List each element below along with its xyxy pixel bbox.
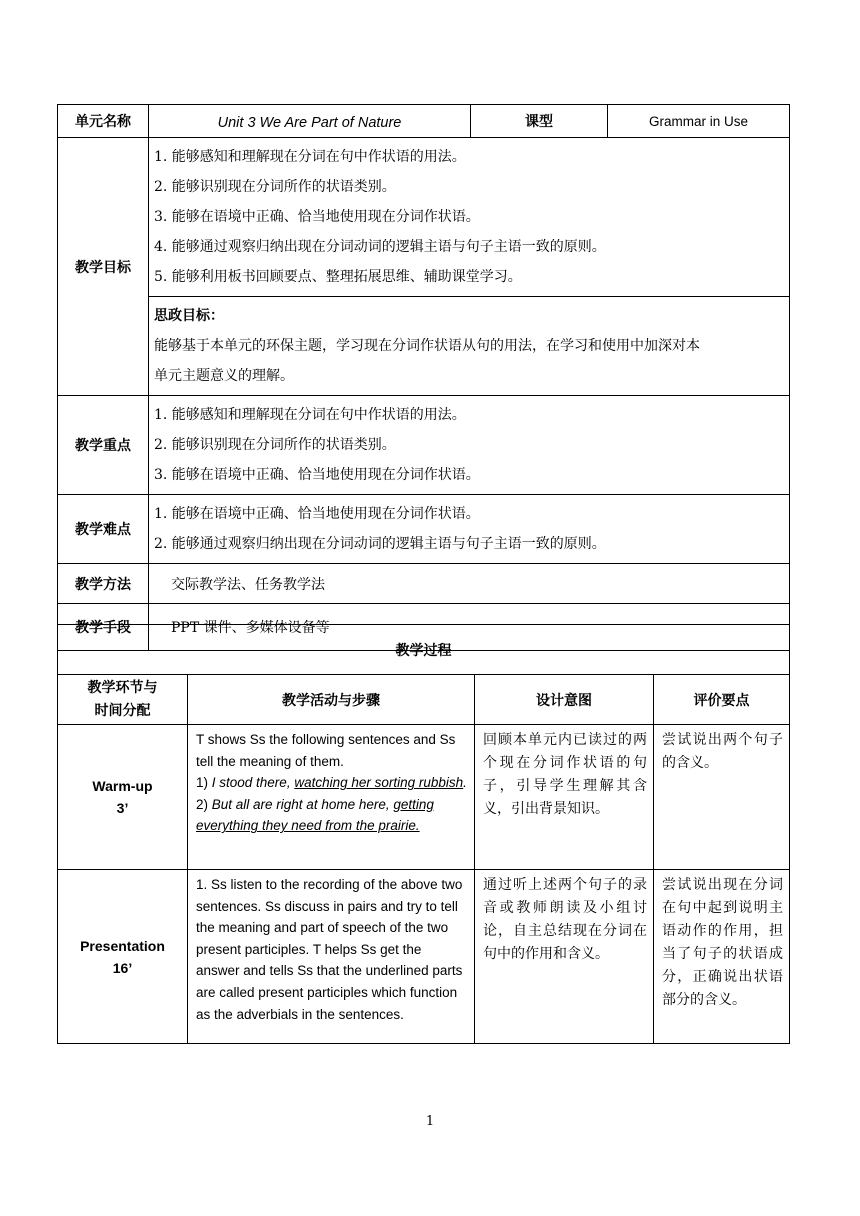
objective-item: 5. 能够利用板书回顾要点、整理拓展思维、辅助课堂学习。 xyxy=(154,269,522,285)
key-points-label: 教学重点 xyxy=(58,396,149,495)
intent-header: 设计意图 xyxy=(475,675,654,725)
presentation-evaluation: 尝试说出现在分词在句中起到说明主语动作的作用，担当了句子的状语成分，正确说出状语部分的含义。 xyxy=(654,870,790,1044)
methods-value: 交际教学法、任务教学法 xyxy=(149,564,790,604)
lesson-type: Grammar in Use xyxy=(608,105,790,138)
unit-name: Unit 3 We Are Part of Nature xyxy=(149,105,471,138)
difficulty-item: 1. 能够在语境中正确、恰当地使用现在分词作状语。 xyxy=(154,506,480,522)
objectives-list xyxy=(149,138,790,297)
warmup-stage: Warm-up 3’ xyxy=(58,725,188,870)
key-point-item: 2. 能够识别现在分词所作的状语类别。 xyxy=(154,437,396,453)
objectives-label: 教学目标 xyxy=(58,138,149,396)
ideology-text: 能够基于本单元的环保主题，学习现在分词作状语从句的用法，在学习和使用中加深对本 xyxy=(154,338,700,354)
lesson-type-label: 课型 xyxy=(471,105,608,138)
means-label: 教学手段 xyxy=(58,604,149,651)
presentation-intent: 通过听上述两个句子的录音或教师朗读及小组讨论，自主总结现在分词在句中的作用和含义。 xyxy=(475,870,654,1044)
objective-item: 3. 能够在语境中正确、恰当地使用现在分词作状语。 xyxy=(154,209,480,225)
process-title: 教学过程 xyxy=(58,625,790,675)
objective-item: 4. 能够通过观察归纳出现在分词动词的逻辑主语与句子主语一致的原则。 xyxy=(154,239,606,255)
objective-item: 2. 能够识别现在分词所作的状语类别。 xyxy=(154,179,396,195)
key-point-item: 3. 能够在语境中正确、恰当地使用现在分词作状语。 xyxy=(154,467,480,483)
key-points-list xyxy=(149,396,790,495)
ideology-objective xyxy=(149,297,790,396)
warmup-sentence-1: 1) I stood there, watching her sorting rubbish. xyxy=(196,775,467,791)
evaluation-header: 评价要点 xyxy=(654,675,790,725)
objective-item: 1. 能够感知和理解现在分词在句中作状语的用法。 xyxy=(154,149,466,165)
ideology-text: 单元主题意义的理解。 xyxy=(154,368,294,384)
key-point-item: 1. 能够感知和理解现在分词在句中作状语的用法。 xyxy=(154,407,466,423)
unit-label: 单元名称 xyxy=(58,105,149,138)
difficulties-list xyxy=(149,495,790,564)
warmup-intent: 回顾本单元内已读过的两个现在分词作状语的句子，引导学生理解其含义，引出背景知识。 xyxy=(475,725,654,870)
ideology-title: 思政目标： xyxy=(154,308,224,324)
warmup-activity: T shows Ss the following sentences and Ss tell the meaning of them. 1) I stood there, watching her sorting rubbish. 2) But all are right at home here, getting everything they need from the prairie. xyxy=(188,725,475,870)
difficulty-item: 2. 能够通过观察归纳出现在分词动词的逻辑主语与句子主语一致的原则。 xyxy=(154,536,606,552)
warmup-evaluation: 尝试说出两个句子的含义。 xyxy=(654,725,790,870)
page-number: 1 xyxy=(425,1114,435,1129)
presentation-stage: Presentation 16’ xyxy=(58,870,188,1044)
warmup-sentence-2: 2) But all are right at home here, getting everything they need from the prairie. xyxy=(196,796,434,834)
means-value: PPT 课件、多媒体设备等 xyxy=(149,604,790,651)
presentation-activity: 1. Ss listen to the recording of the above two sentences. Ss discuss in pairs and try to tell the meaning and part of speech of the two present participles. T helps Ss get the answer and tells Ss that the underlined parts are called present participles which function as the adverbials in the sentences. xyxy=(188,870,475,1044)
difficulties-label: 教学难点 xyxy=(58,495,149,564)
teaching-process-table xyxy=(57,624,790,1044)
lesson-info-table xyxy=(57,104,790,651)
stage-header: 教学环节与 时间分配 xyxy=(58,675,188,725)
activity-header: 教学活动与步骤 xyxy=(188,675,475,725)
methods-label: 教学方法 xyxy=(58,564,149,604)
